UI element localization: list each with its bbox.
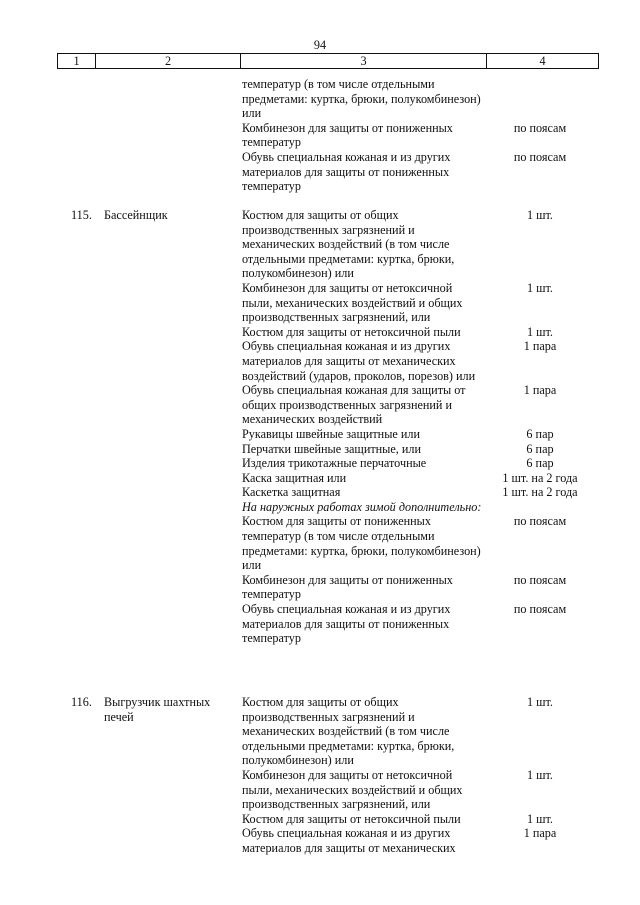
item-quantity: по поясам bbox=[513, 120, 567, 135]
item-description: Каска защитная или bbox=[242, 470, 347, 485]
item-quantity: по поясам bbox=[513, 602, 567, 617]
item-quantity bbox=[482, 77, 598, 121]
item-description: Рукавицы швейные защитные или bbox=[242, 426, 420, 441]
column-header-table bbox=[57, 53, 599, 69]
item-description: Комбинезон для защиты от пониженных температур bbox=[242, 572, 453, 602]
item-description: Костюм для защиты от нетоксичной пыли bbox=[242, 811, 461, 826]
item-quantity: 6 пар bbox=[526, 456, 554, 471]
item-quantity: 1 шт. bbox=[527, 695, 553, 709]
list-item bbox=[242, 281, 598, 325]
list-item bbox=[242, 485, 598, 500]
item-quantity: 1 шт. bbox=[527, 324, 553, 339]
list-item bbox=[242, 514, 598, 572]
item-description: Обувь специальная кожаная и из других материалов для защиты от пониженных температур bbox=[242, 602, 451, 646]
list-item bbox=[242, 768, 598, 812]
profession-name: Выгрузчик шахтных печей bbox=[104, 695, 211, 724]
entry-items bbox=[242, 695, 598, 856]
list-item bbox=[242, 208, 598, 281]
item-quantity: 6 пар bbox=[526, 426, 554, 441]
item-quantity: по поясам bbox=[513, 514, 567, 529]
list-item bbox=[242, 602, 598, 646]
item-quantity: 1 шт. bbox=[527, 811, 553, 826]
item-quantity: 6 пар bbox=[526, 441, 554, 456]
item-quantity: по поясам bbox=[513, 572, 567, 587]
entry-number: 115. bbox=[71, 208, 92, 222]
item-quantity: 1 шт. bbox=[527, 767, 553, 782]
list-item bbox=[242, 573, 598, 602]
item-description: температур (в том числе отдельными предметами: куртка, брюки, полукомбинезон) или bbox=[242, 77, 481, 121]
list-item bbox=[242, 456, 598, 471]
item-description: Каскетка защитная bbox=[242, 485, 341, 500]
item-description: Обувь специальная кожаная и из других материалов для защиты от механических bbox=[242, 826, 456, 855]
list-item bbox=[242, 150, 598, 194]
list-item bbox=[242, 695, 598, 768]
item-description: Комбинезон для защиты от нетоксичной пыли, механических воздействий и общих производственных загрязнений, или bbox=[242, 280, 463, 325]
list-item bbox=[242, 427, 598, 442]
list-item bbox=[242, 500, 598, 515]
item-description: Костюм для защиты от общих производственных загрязнений и механических воздействий (в том числе отдельными предметами: куртка, брюки, полукомбинезон) или bbox=[242, 208, 455, 281]
item-description: Комбинезон для защиты от пониженных температур bbox=[242, 120, 453, 150]
item-description: Костюм для защиты от пониженных температур (в том числе отдельными предметами: куртка, брюки, полукомбинезон) или bbox=[242, 514, 481, 573]
item-section-note: На наружных работах зимой дополнительно: bbox=[242, 499, 482, 514]
list-item bbox=[242, 826, 598, 855]
item-description: Костюм для защиты от общих производственных загрязнений и механических воздействий (в том числе отдельными предметами: куртка, брюки, полукомбинезон) или bbox=[242, 695, 455, 768]
profession-name: Бассейнщик bbox=[104, 208, 168, 222]
continued-items bbox=[242, 77, 598, 194]
list-item bbox=[242, 339, 598, 383]
item-description: Изделия трикотажные перчаточные bbox=[242, 456, 427, 471]
list-item bbox=[242, 325, 598, 340]
page-number: 94 bbox=[313, 38, 327, 52]
list-item bbox=[242, 471, 598, 486]
item-description: Обувь специальная кожаная и из других материалов для защиты от пониженных температур bbox=[242, 149, 451, 194]
list-item bbox=[242, 442, 598, 457]
column-header-2: 2 bbox=[96, 54, 241, 69]
entry-items bbox=[242, 208, 598, 646]
column-header-3: 3 bbox=[241, 54, 487, 69]
list-item bbox=[242, 77, 598, 121]
item-description: Обувь специальная кожаная и из других материалов для защиты от механических воздействий (ударов, проколов, порезов) или bbox=[242, 339, 476, 383]
list-item bbox=[242, 383, 598, 427]
item-quantity: 1 шт. на 2 года bbox=[502, 485, 578, 500]
item-quantity: 1 шт. bbox=[527, 208, 553, 222]
item-quantity: 1 пара bbox=[523, 383, 557, 398]
item-quantity: по поясам bbox=[513, 149, 567, 164]
item-description: Костюм для защиты от нетоксичной пыли bbox=[242, 324, 461, 339]
item-quantity: 1 пара bbox=[523, 339, 557, 354]
item-description: Обувь специальная кожаная для защиты от общих производственных загрязнений и механических воздействий bbox=[242, 383, 466, 427]
item-quantity: 1 шт. на 2 года bbox=[502, 470, 578, 485]
item-description: Комбинезон для защиты от нетоксичной пыли, механических воздействий и общих производственных загрязнений, или bbox=[242, 767, 463, 812]
entry-number: 116. bbox=[71, 695, 92, 709]
column-header-1: 1 bbox=[58, 54, 96, 69]
column-header-4: 4 bbox=[487, 54, 599, 69]
item-quantity: 1 шт. bbox=[527, 280, 553, 295]
item-description: Перчатки швейные защитные, или bbox=[242, 441, 422, 456]
item-quantity: 1 пара bbox=[523, 826, 557, 841]
list-item bbox=[242, 121, 598, 150]
list-item bbox=[242, 812, 598, 827]
